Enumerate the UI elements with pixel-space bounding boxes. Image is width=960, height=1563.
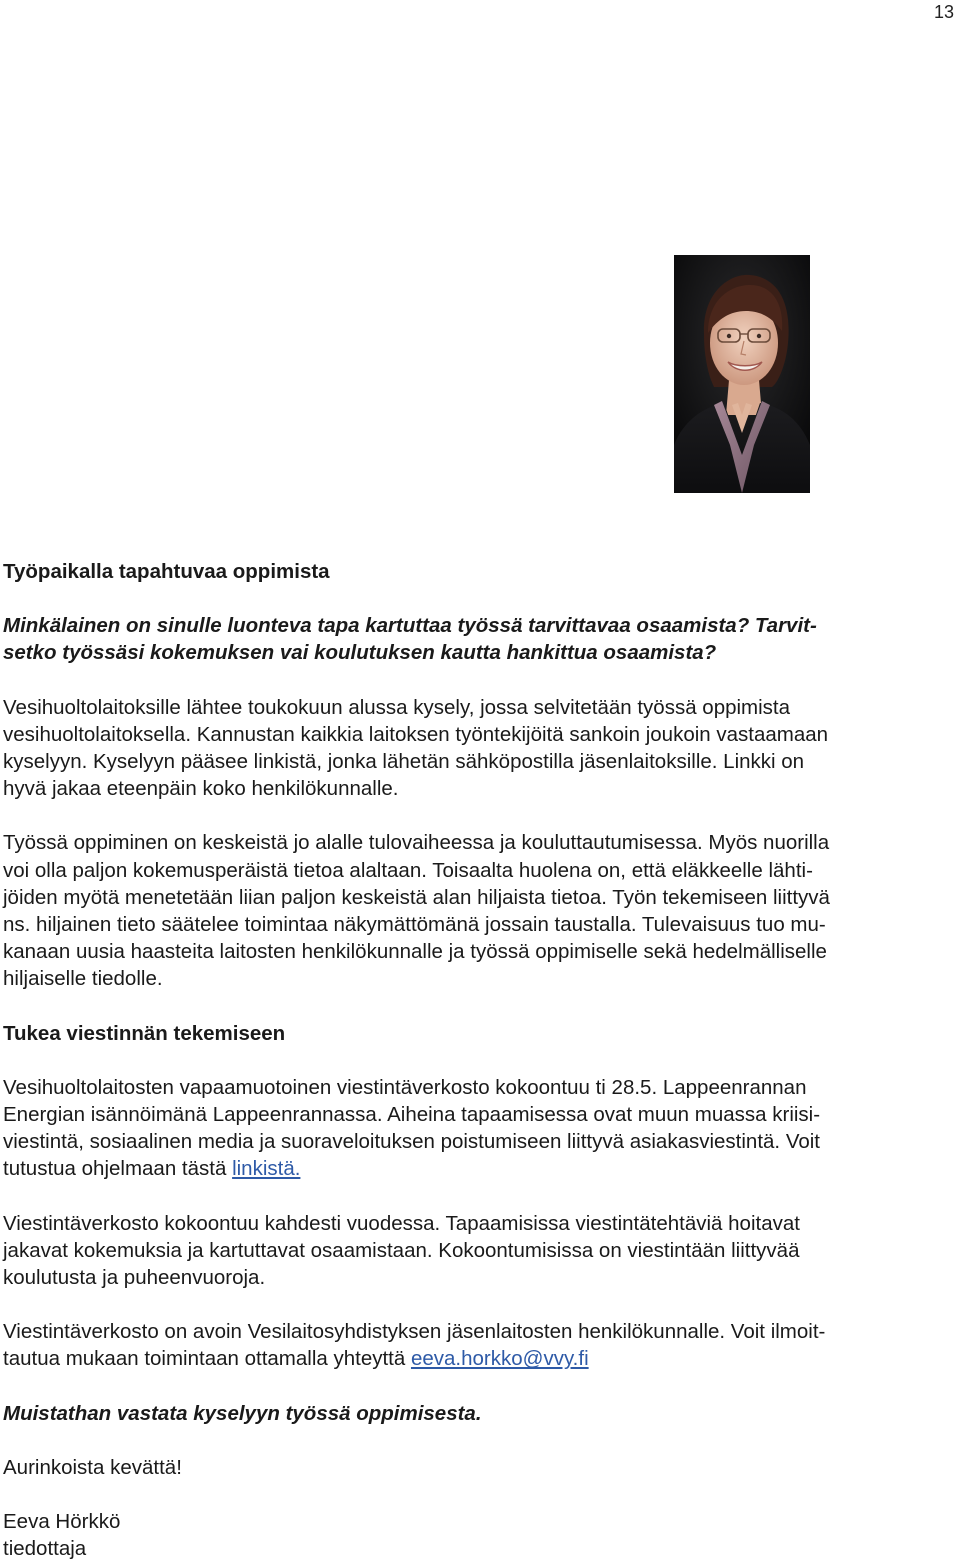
article-body [3, 558, 953, 1562]
text-line: hiljaiselle tiedolle. [3, 967, 163, 991]
text-line: Viestintäverkosto kokoontuu kahdesti vuodessa. Tapaamisissa viestintätehtäviä hoitavat [3, 1211, 800, 1235]
tacit-knowledge-paragraph [3, 829, 953, 992]
survey-question [3, 612, 953, 666]
signature-name: Eeva Hörkkö [3, 1510, 121, 1534]
text-line: ns. hiljainen tieto säätelee toimintaa näkymättömänä jossain taustalla. Tulevaisuus tuo mu- [3, 913, 826, 937]
text-line: koulutusta ja puheenvuoroja. [3, 1266, 266, 1290]
text-line: viestintä, sosiaalinen media ja suoraveloituksen poistumiseen liittyvä asiakasviestintä. Voit [3, 1130, 821, 1154]
text-line: kanaan uusia haasteita laitosten henkilökunnalle ja työssä oppimiselle sekä hedelmälliselle [3, 940, 827, 964]
survey-question-line: setko työssäsi kokemuksen vai koulutuksen kautta hankittua osaamista? [3, 641, 717, 665]
survey-question-line: Minkälainen on sinulle luonteva tapa kartuttaa työssä tarvittavaa osaamista? Tarvit- [3, 614, 817, 638]
text-line: tautua mukaan toimintaan ottamalla yhteyttä [3, 1347, 411, 1371]
network-frequency-paragraph [3, 1210, 953, 1292]
text-line: Vesihuoltolaitosten vapaamuotoinen viestintäverkosto kokoontuu ti 28.5. Lappeenrannan [3, 1075, 807, 1099]
text-line: Viestintäverkosto on avoin Vesilaitosyhdistyksen jäsenlaitosten henkilökunnalle. Voit ilmoit- [3, 1320, 826, 1344]
program-link[interactable]: linkistä. [232, 1157, 301, 1181]
text-line: Työssä oppiminen on keskeistä jo alalle tulovaiheessa ja kouluttautumisessa. Myös nuorilla [3, 831, 830, 855]
author-portrait-image [674, 255, 810, 493]
contact-email-link[interactable]: eeva.horkko@vvy.fi [410, 1347, 589, 1371]
survey-paragraph [3, 694, 953, 803]
network-meeting-paragraph [3, 1074, 953, 1183]
text-line: vesihuoltolaitoksella. Kannustan kaikkia laitoksen työntekijöitä sankoin joukoin vastaamaan [3, 722, 829, 746]
text-line: jöiden myötä menetetään liian paljon keskeistä alan hiljaista tietoa. Työn tekemiseen liittyvä [3, 885, 830, 909]
text-line: Vesihuoltolaitoksille lähtee toukokuun alussa kysely, jossa selvitetään työssä oppimista [3, 695, 791, 719]
text-line: tutustua ohjelmaan tästä [3, 1157, 233, 1181]
text-line: jakavat kokemuksia ja kartuttavat osaamistaan. Kokoontumisissa on viestintään liittyvää [3, 1238, 800, 1262]
greeting: Aurinkoista kevättä! [3, 1455, 182, 1479]
signature-title: tiedottaja [3, 1537, 87, 1561]
text-line: voi olla paljon kokemusperäistä tietoa alaltaan. Toisaalta huolena on, että eläkkeelle lähti- [3, 858, 813, 882]
signature [3, 1508, 953, 1562]
text-line: hyvä jakaa eteenpäin koko henkilökunnalle. [3, 777, 399, 801]
section-heading-communication-support: Tukea viestinnän tekemiseen [3, 1021, 286, 1045]
text-line: Energian isännöimänä Lappeenrannassa. Aiheina tapaamisessa ovat muun muassa kriisi- [3, 1103, 821, 1127]
network-join-paragraph [3, 1318, 953, 1372]
page-number: 13 [933, 2, 954, 22]
text-line: kyselyyn. Kyselyyn pääsee linkistä, jonka lähetän sähköpostilla jäsenlaitoksille. Linkki on [3, 750, 805, 774]
survey-reminder: Muistathan vastata kyselyyn työssä oppimisesta. [3, 1401, 482, 1425]
section-heading-workplace-learning: Työpaikalla tapahtuvaa oppimista [3, 560, 330, 583]
